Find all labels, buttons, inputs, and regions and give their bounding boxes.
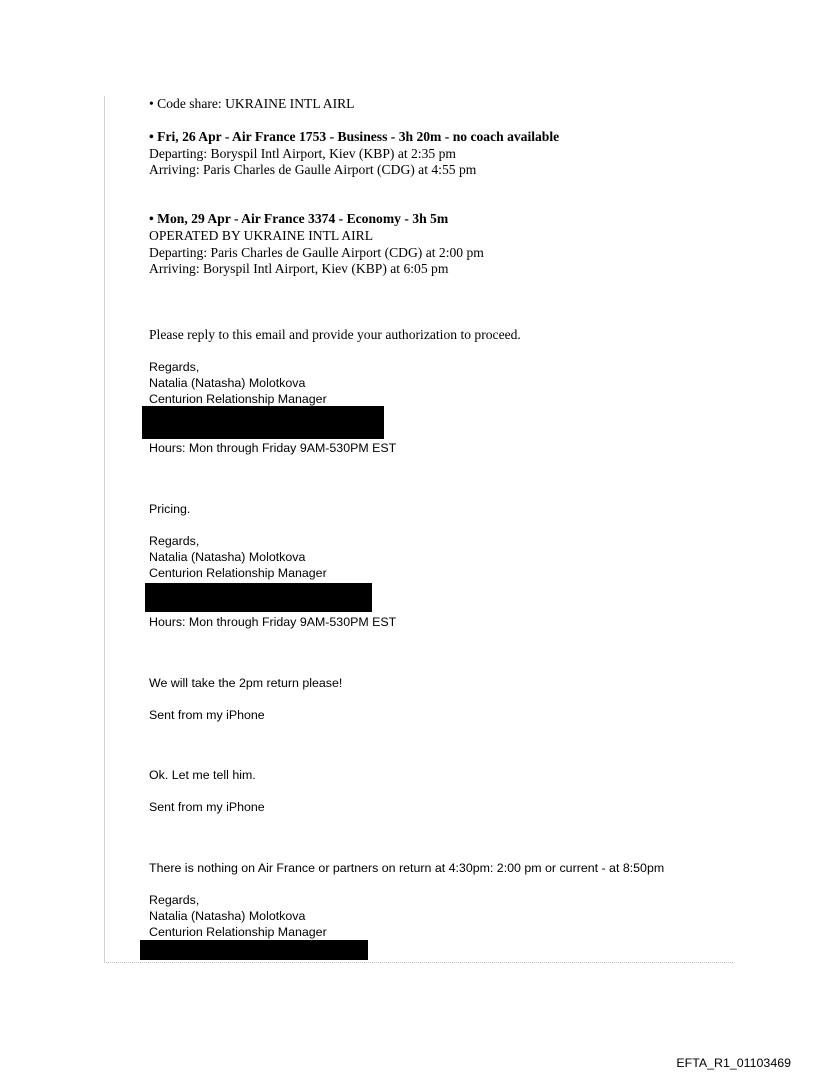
msg1-regards: Regards, bbox=[149, 360, 200, 374]
msg2-name: Natalia (Natasha) Molotkova bbox=[149, 550, 306, 564]
document-id: EFTA_R1_01103469 bbox=[676, 1056, 791, 1070]
msg4-body: Ok. Let me tell him. bbox=[149, 768, 256, 782]
msg1-hours: Hours: Mon through Friday 9AM-530PM EST bbox=[149, 441, 397, 455]
msg2-regards: Regards, bbox=[149, 534, 200, 548]
flight1-departing: Departing: Boryspil Intl Airport, Kiev (KBP) at 2:35 pm bbox=[149, 146, 456, 161]
msg2-hours: Hours: Mon through Friday 9AM-530PM EST bbox=[149, 615, 397, 629]
msg2-title: Centurion Relationship Manager bbox=[149, 566, 327, 580]
redaction-block bbox=[145, 583, 372, 612]
reply-request: Please reply to this email and provide your authorization to proceed. bbox=[149, 327, 521, 342]
flight2-header: • Mon, 29 Apr - Air France 3374 - Economy - 3h 5m bbox=[149, 211, 449, 226]
redaction-block bbox=[142, 406, 384, 439]
msg5-name: Natalia (Natasha) Molotkova bbox=[149, 909, 306, 923]
flight1-header: • Fri, 26 Apr - Air France 1753 - Business - 3h 20m - no coach available bbox=[149, 129, 560, 144]
msg5-title: Centurion Relationship Manager bbox=[149, 925, 327, 939]
flight2-departing: Departing: Paris Charles de Gaulle Airport (CDG) at 2:00 pm bbox=[149, 245, 484, 260]
flight2-arriving: Arriving: Boryspil Intl Airport, Kiev (KBP) at 6:05 pm bbox=[149, 261, 449, 276]
msg1-title: Centurion Relationship Manager bbox=[149, 392, 327, 406]
code-share-line: • Code share: UKRAINE INTL AIRL bbox=[149, 96, 355, 111]
msg2-body: Pricing. bbox=[149, 502, 191, 516]
msg1-name: Natalia (Natasha) Molotkova bbox=[149, 376, 306, 390]
flight2-operated-by: OPERATED BY UKRAINE INTL AIRL bbox=[149, 228, 374, 243]
msg3-signature: Sent from my iPhone bbox=[149, 708, 265, 722]
msg5-regards: Regards, bbox=[149, 893, 200, 907]
msg3-body: We will take the 2pm return please! bbox=[149, 676, 343, 690]
flight1-arriving: Arriving: Paris Charles de Gaulle Airport (CDG) at 4:55 pm bbox=[149, 162, 477, 177]
msg4-signature: Sent from my iPhone bbox=[149, 800, 265, 814]
msg5-body: There is nothing on Air France or partners on return at 4:30pm: 2:00 pm or current - at 8:50pm bbox=[149, 861, 665, 875]
redaction-block bbox=[140, 940, 368, 960]
